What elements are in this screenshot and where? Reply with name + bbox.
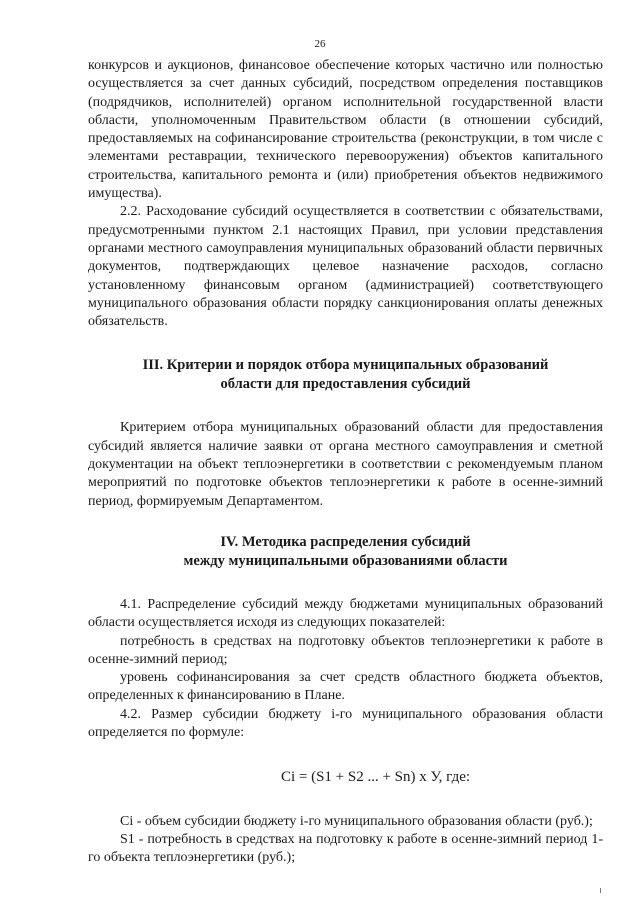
paragraph-4-2: 4.2. Размер субсидии бюджету i-го муниципального образования области определяется по формуле: bbox=[88, 706, 603, 741]
paragraph-continuation: конкурсов и аукционов, финансовое обеспечение которых частично или полностью осуществляется за счет данных субсидий, посредством определения поставщиков (подрядчиков, исполнителей) органом исполнительной государственной власти области, уполномоченным Правительством области (в отношении субсидий, предоставляемых на софинансирование строительства (реконструкции, в том числе с элементами реставрации, технического перевооружения) объектов капитального строительства, капитального ремонта и (или) приобретения объектов недвижимого имущества). bbox=[88, 58, 603, 202]
section-3-heading-line-2: области для предоставления субсидий bbox=[220, 376, 471, 393]
section-4-heading-line-2: между муниципальными образованиями области bbox=[183, 552, 508, 569]
definition-ci: Ci - объем субсидии бюджету i-го муниципального образования области (руб.); bbox=[120, 813, 593, 829]
paragraph-indicator-need: потребность в средствах на подготовку объектов теплоэнергетики к работе в осенне-зимний период; bbox=[88, 633, 603, 667]
paragraph-selection-criteria: Критерием отбора муниципальных образований области для предоставления субсидий является наличие заявки от органа местного самоуправления и сметной документации на объект теплоэнергетики в соответствии с рекомендуемым планом мероприятий по подготовке объектов теплоэнергетики к работе в осенне-зимний период, формируемым Департаментом. bbox=[88, 420, 603, 509]
section-3-heading-line-1: III. Критерии и порядок отбора муниципальных образований bbox=[142, 357, 549, 374]
section-4-heading bbox=[88, 533, 603, 571]
section-4-heading-line-1: IV. Методика распределения субсидий bbox=[220, 533, 471, 550]
scan-mark bbox=[600, 888, 601, 893]
paragraph-4-1: 4.1. Распределение субсидий между бюджетами муниципальных образований области осуществляется исходя из следующих показателей: bbox=[88, 596, 603, 631]
page-number: 26 bbox=[314, 38, 326, 50]
paragraph-indicator-cofinancing: уровень софинансирования за счет средств областного бюджета объектов, определенных к финансированию в Плане. bbox=[88, 670, 603, 704]
section-3-heading bbox=[88, 356, 603, 394]
subsidy-formula: Ci = (S1 + S2 ... + Sn) x У, где: bbox=[280, 769, 471, 786]
paragraph-2-2: 2.2. Расходование субсидий осуществляется в соответствии с обязательствами, предусмотренными пунктом 2.1 настоящих Правил, при условии представления органами местного самоуправления муниципальных образований области первичных документов, подтверждающих целевое назначение расходов, согласно установленному финансовым органом (администрацией) соответствующего муниципального образования области порядку санкционирования оплаты денежных обязательств. bbox=[88, 204, 603, 330]
definition-s1: S1 - потребность в средствах на подготовку к работе в осенне-зимний период 1-го объекта теплоэнергетики (руб.); bbox=[88, 831, 603, 866]
document-body bbox=[88, 57, 603, 868]
